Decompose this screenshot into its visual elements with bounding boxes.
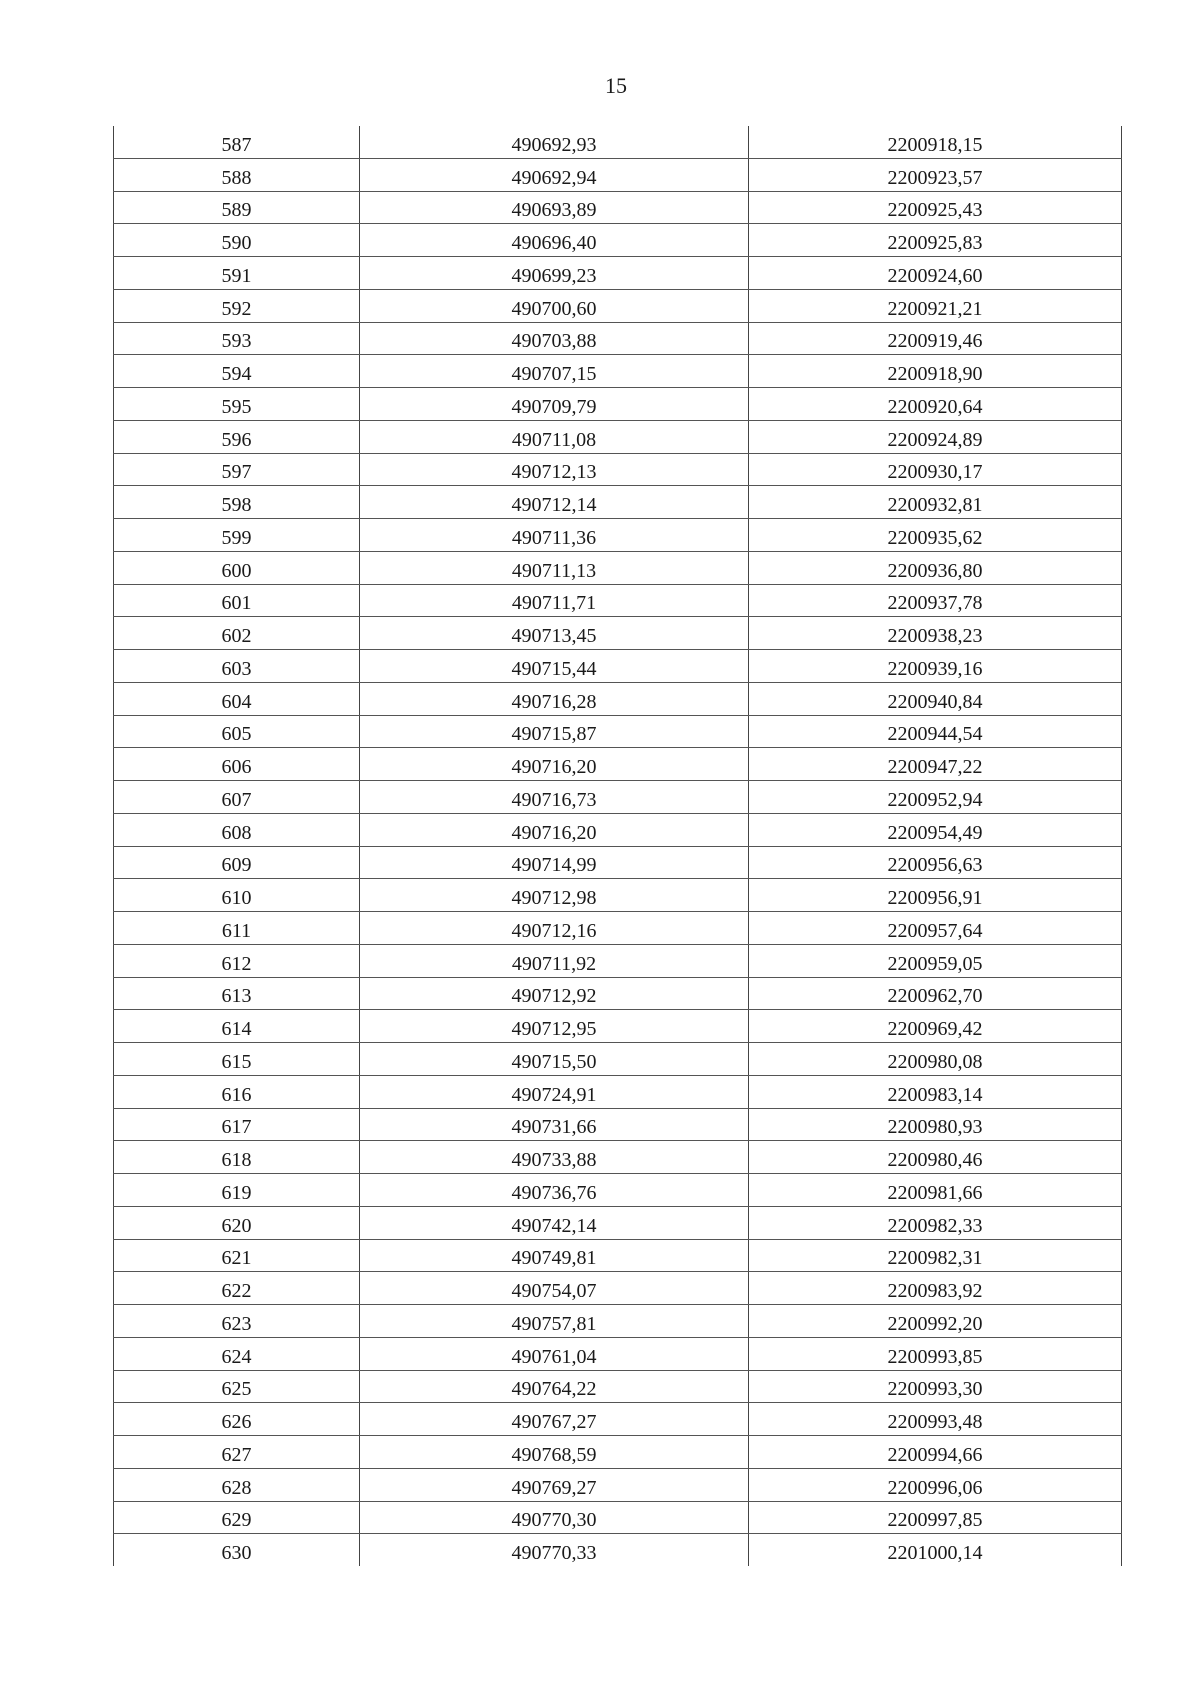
y-coordinate-cell: 2200982,31 — [749, 1239, 1122, 1272]
point-number-cell: 603 — [114, 650, 360, 683]
y-coordinate-cell: 2200935,62 — [749, 519, 1122, 552]
table-row — [114, 453, 1122, 486]
y-coordinate-cell: 2200992,20 — [749, 1305, 1122, 1338]
table-row — [114, 551, 1122, 584]
x-coordinate-cell: 490703,88 — [360, 322, 749, 355]
x-coordinate-cell: 490699,23 — [360, 257, 749, 290]
table-row — [114, 1043, 1122, 1076]
table-row — [114, 355, 1122, 388]
point-number-cell: 599 — [114, 519, 360, 552]
table-row — [114, 584, 1122, 617]
coordinates-table-body — [114, 126, 1122, 1566]
x-coordinate-cell: 490715,44 — [360, 650, 749, 683]
table-row — [114, 781, 1122, 814]
y-coordinate-cell: 2200924,89 — [749, 420, 1122, 453]
x-coordinate-cell: 490770,33 — [360, 1534, 749, 1566]
table-row — [114, 1272, 1122, 1305]
point-number-cell: 620 — [114, 1206, 360, 1239]
table-row — [114, 715, 1122, 748]
x-coordinate-cell: 490700,60 — [360, 289, 749, 322]
point-number-cell: 611 — [114, 912, 360, 945]
point-number-cell: 625 — [114, 1370, 360, 1403]
y-coordinate-cell: 2200980,93 — [749, 1108, 1122, 1141]
point-number-cell: 623 — [114, 1305, 360, 1338]
y-coordinate-cell: 2201000,14 — [749, 1534, 1122, 1566]
point-number-cell: 630 — [114, 1534, 360, 1566]
point-number-cell: 593 — [114, 322, 360, 355]
y-coordinate-cell: 2200980,08 — [749, 1043, 1122, 1076]
table-row — [114, 519, 1122, 552]
y-coordinate-cell: 2200993,30 — [749, 1370, 1122, 1403]
point-number-cell: 587 — [114, 126, 360, 158]
table-row — [114, 879, 1122, 912]
table-row — [114, 158, 1122, 191]
point-number-cell: 615 — [114, 1043, 360, 1076]
point-number-cell: 629 — [114, 1501, 360, 1534]
x-coordinate-cell: 490742,14 — [360, 1206, 749, 1239]
table-row — [114, 912, 1122, 945]
table-row — [114, 944, 1122, 977]
x-coordinate-cell: 490711,92 — [360, 944, 749, 977]
x-coordinate-cell: 490715,50 — [360, 1043, 749, 1076]
table-row — [114, 748, 1122, 781]
point-number-cell: 597 — [114, 453, 360, 486]
table-row — [114, 682, 1122, 715]
table-row — [114, 1403, 1122, 1436]
point-number-cell: 592 — [114, 289, 360, 322]
table-row — [114, 486, 1122, 519]
point-number-cell: 613 — [114, 977, 360, 1010]
y-coordinate-cell: 2200994,66 — [749, 1436, 1122, 1469]
y-coordinate-cell: 2200939,16 — [749, 650, 1122, 683]
x-coordinate-cell: 490713,45 — [360, 617, 749, 650]
x-coordinate-cell: 490754,07 — [360, 1272, 749, 1305]
point-number-cell: 624 — [114, 1337, 360, 1370]
y-coordinate-cell: 2200919,46 — [749, 322, 1122, 355]
y-coordinate-cell: 2200930,17 — [749, 453, 1122, 486]
point-number-cell: 607 — [114, 781, 360, 814]
point-number-cell: 594 — [114, 355, 360, 388]
table-row — [114, 1305, 1122, 1338]
x-coordinate-cell: 490769,27 — [360, 1468, 749, 1501]
x-coordinate-cell: 490707,15 — [360, 355, 749, 388]
table-row — [114, 1010, 1122, 1043]
x-coordinate-cell: 490749,81 — [360, 1239, 749, 1272]
y-coordinate-cell: 2200996,06 — [749, 1468, 1122, 1501]
x-coordinate-cell: 490692,94 — [360, 158, 749, 191]
point-number-cell: 591 — [114, 257, 360, 290]
y-coordinate-cell: 2200959,05 — [749, 944, 1122, 977]
y-coordinate-cell: 2200944,54 — [749, 715, 1122, 748]
y-coordinate-cell: 2200983,92 — [749, 1272, 1122, 1305]
y-coordinate-cell: 2200982,33 — [749, 1206, 1122, 1239]
y-coordinate-cell: 2200940,84 — [749, 682, 1122, 715]
table-row — [114, 126, 1122, 158]
x-coordinate-cell: 490709,79 — [360, 388, 749, 421]
point-number-cell: 609 — [114, 846, 360, 879]
x-coordinate-cell: 490716,20 — [360, 813, 749, 846]
x-coordinate-cell: 490733,88 — [360, 1141, 749, 1174]
point-number-cell: 616 — [114, 1075, 360, 1108]
point-number-cell: 614 — [114, 1010, 360, 1043]
y-coordinate-cell: 2200932,81 — [749, 486, 1122, 519]
table-row — [114, 846, 1122, 879]
x-coordinate-cell: 490770,30 — [360, 1501, 749, 1534]
x-coordinate-cell: 490714,99 — [360, 846, 749, 879]
y-coordinate-cell: 2200921,21 — [749, 289, 1122, 322]
y-coordinate-cell: 2200956,63 — [749, 846, 1122, 879]
y-coordinate-cell: 2200947,22 — [749, 748, 1122, 781]
y-coordinate-cell: 2200937,78 — [749, 584, 1122, 617]
table-row — [114, 813, 1122, 846]
y-coordinate-cell: 2200920,64 — [749, 388, 1122, 421]
x-coordinate-cell: 490712,95 — [360, 1010, 749, 1043]
y-coordinate-cell: 2200993,48 — [749, 1403, 1122, 1436]
table-row — [114, 650, 1122, 683]
y-coordinate-cell: 2200993,85 — [749, 1337, 1122, 1370]
y-coordinate-cell: 2200923,57 — [749, 158, 1122, 191]
table-row — [114, 1239, 1122, 1272]
y-coordinate-cell: 2200925,43 — [749, 191, 1122, 224]
y-coordinate-cell: 2200980,46 — [749, 1141, 1122, 1174]
point-number-cell: 589 — [114, 191, 360, 224]
point-number-cell: 617 — [114, 1108, 360, 1141]
table-row — [114, 322, 1122, 355]
point-number-cell: 618 — [114, 1141, 360, 1174]
table-row — [114, 224, 1122, 257]
table-row — [114, 1370, 1122, 1403]
table-row — [114, 1468, 1122, 1501]
y-coordinate-cell: 2200918,90 — [749, 355, 1122, 388]
y-coordinate-cell: 2200957,64 — [749, 912, 1122, 945]
y-coordinate-cell: 2200952,94 — [749, 781, 1122, 814]
table-row — [114, 257, 1122, 290]
point-number-cell: 628 — [114, 1468, 360, 1501]
x-coordinate-cell: 490767,27 — [360, 1403, 749, 1436]
x-coordinate-cell: 490768,59 — [360, 1436, 749, 1469]
x-coordinate-cell: 490711,36 — [360, 519, 749, 552]
point-number-cell: 595 — [114, 388, 360, 421]
point-number-cell: 619 — [114, 1174, 360, 1207]
table-row — [114, 388, 1122, 421]
page-number: 15 — [605, 73, 627, 98]
table-row — [114, 1436, 1122, 1469]
table-row — [114, 1501, 1122, 1534]
x-coordinate-cell: 490712,92 — [360, 977, 749, 1010]
point-number-cell: 596 — [114, 420, 360, 453]
table-row — [114, 289, 1122, 322]
x-coordinate-cell: 490693,89 — [360, 191, 749, 224]
x-coordinate-cell: 490757,81 — [360, 1305, 749, 1338]
point-number-cell: 621 — [114, 1239, 360, 1272]
x-coordinate-cell: 490711,08 — [360, 420, 749, 453]
x-coordinate-cell: 490731,66 — [360, 1108, 749, 1141]
table-row — [114, 191, 1122, 224]
y-coordinate-cell: 2200962,70 — [749, 977, 1122, 1010]
table-row — [114, 1075, 1122, 1108]
x-coordinate-cell: 490696,40 — [360, 224, 749, 257]
y-coordinate-cell: 2200969,42 — [749, 1010, 1122, 1043]
x-coordinate-cell: 490724,91 — [360, 1075, 749, 1108]
point-number-cell: 605 — [114, 715, 360, 748]
point-number-cell: 604 — [114, 682, 360, 715]
point-number-cell: 622 — [114, 1272, 360, 1305]
x-coordinate-cell: 490711,71 — [360, 584, 749, 617]
y-coordinate-cell: 2200956,91 — [749, 879, 1122, 912]
y-coordinate-cell: 2200983,14 — [749, 1075, 1122, 1108]
table-row — [114, 1534, 1122, 1566]
point-number-cell: 610 — [114, 879, 360, 912]
y-coordinate-cell: 2200936,80 — [749, 551, 1122, 584]
point-number-cell: 606 — [114, 748, 360, 781]
y-coordinate-cell: 2200954,49 — [749, 813, 1122, 846]
y-coordinate-cell: 2200997,85 — [749, 1501, 1122, 1534]
point-number-cell: 626 — [114, 1403, 360, 1436]
coordinates-table — [113, 126, 1122, 1566]
point-number-cell: 590 — [114, 224, 360, 257]
x-coordinate-cell: 490712,16 — [360, 912, 749, 945]
point-number-cell: 600 — [114, 551, 360, 584]
x-coordinate-cell: 490764,22 — [360, 1370, 749, 1403]
x-coordinate-cell: 490715,87 — [360, 715, 749, 748]
point-number-cell: 608 — [114, 813, 360, 846]
table-row — [114, 1108, 1122, 1141]
x-coordinate-cell: 490712,98 — [360, 879, 749, 912]
y-coordinate-cell: 2200924,60 — [749, 257, 1122, 290]
point-number-cell: 627 — [114, 1436, 360, 1469]
table-row — [114, 1206, 1122, 1239]
point-number-cell: 612 — [114, 944, 360, 977]
point-number-cell: 601 — [114, 584, 360, 617]
x-coordinate-cell: 490716,28 — [360, 682, 749, 715]
x-coordinate-cell: 490716,73 — [360, 781, 749, 814]
y-coordinate-cell: 2200925,83 — [749, 224, 1122, 257]
table-row — [114, 977, 1122, 1010]
y-coordinate-cell: 2200918,15 — [749, 126, 1122, 158]
point-number-cell: 602 — [114, 617, 360, 650]
x-coordinate-cell: 490736,76 — [360, 1174, 749, 1207]
table-row — [114, 1337, 1122, 1370]
x-coordinate-cell: 490712,14 — [360, 486, 749, 519]
table-row — [114, 1141, 1122, 1174]
table-row — [114, 420, 1122, 453]
y-coordinate-cell: 2200938,23 — [749, 617, 1122, 650]
table-row — [114, 1174, 1122, 1207]
x-coordinate-cell: 490692,93 — [360, 126, 749, 158]
x-coordinate-cell: 490716,20 — [360, 748, 749, 781]
point-number-cell: 588 — [114, 158, 360, 191]
x-coordinate-cell: 490761,04 — [360, 1337, 749, 1370]
x-coordinate-cell: 490712,13 — [360, 453, 749, 486]
y-coordinate-cell: 2200981,66 — [749, 1174, 1122, 1207]
point-number-cell: 598 — [114, 486, 360, 519]
x-coordinate-cell: 490711,13 — [360, 551, 749, 584]
table-row — [114, 617, 1122, 650]
